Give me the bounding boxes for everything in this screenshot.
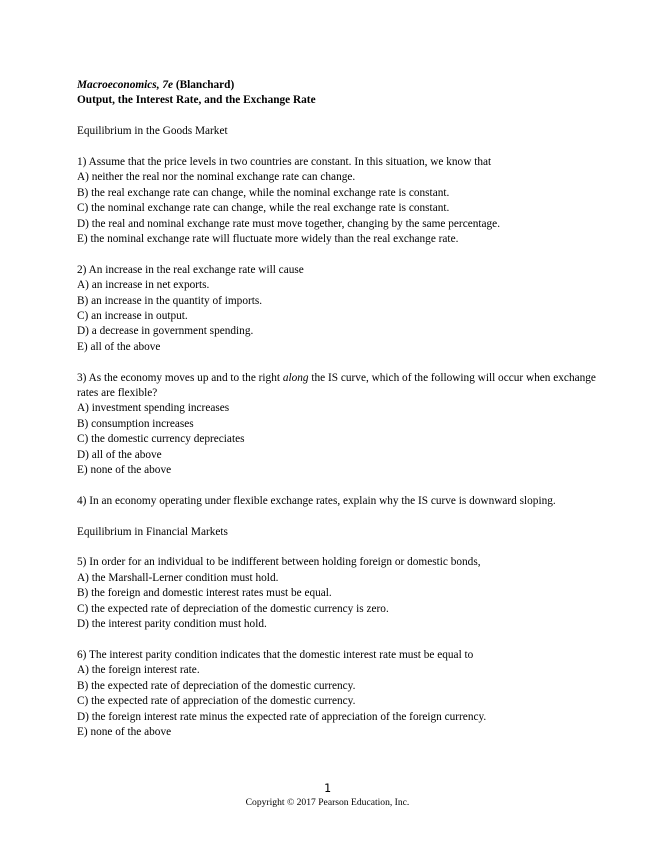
- answer-option: E) all of the above: [77, 340, 161, 353]
- answer-option: A) an increase in net exports.: [77, 279, 210, 292]
- question-2: [77, 263, 607, 355]
- chapter-title: Output, the Interest Rate, and the Exchange Rate: [77, 94, 316, 107]
- book-author: (Blanchard): [173, 79, 235, 91]
- page-content: [77, 78, 607, 740]
- question-3: [77, 371, 607, 479]
- question-1: [77, 155, 607, 247]
- answer-option: B) an increase in the quantity of imports.: [77, 294, 263, 307]
- answer-option: D) all of the above: [77, 448, 162, 461]
- section-heading-goods-market: Equilibrium in the Goods Market: [77, 125, 228, 138]
- question-stem: [77, 371, 607, 402]
- question-6: [77, 648, 607, 740]
- answer-option: D) the interest parity condition must hold.: [77, 618, 267, 631]
- spacer: [77, 540, 607, 555]
- answer-option: C) the nominal exchange rate can change, while the real exchange rate is constant.: [77, 202, 450, 215]
- spacer: [77, 509, 607, 524]
- answer-option: E) none of the above: [77, 725, 172, 738]
- answer-option: E) the nominal exchange rate will fluctuate more widely than the real exchange rate.: [77, 233, 459, 246]
- section-heading-financial-markets: Equilibrium in Financial Markets: [77, 525, 228, 538]
- answer-option: C) the domestic currency depreciates: [77, 433, 245, 446]
- answer-option: A) investment spending increases: [77, 402, 230, 415]
- answer-option: D) the real and nominal exchange rate must move together, changing by the same percentage.: [77, 217, 501, 230]
- copyright-notice: Copyright © 2017 Pearson Education, Inc.: [245, 797, 410, 808]
- spacer: [77, 140, 607, 155]
- book-title-line: [77, 78, 607, 93]
- question-stem: 4) In an economy operating under flexible exchange rates, explain why the IS curve is downward sloping.: [77, 494, 556, 507]
- answer-option: C) the expected rate of depreciation of the domestic currency is zero.: [77, 602, 389, 615]
- answer-option: B) consumption increases: [77, 417, 194, 430]
- spacer: [77, 479, 607, 494]
- question-5: [77, 555, 607, 632]
- answer-option: B) the foreign and domestic interest rates must be equal.: [77, 587, 332, 600]
- answer-option: C) the expected rate of appreciation of the domestic currency.: [77, 695, 356, 708]
- answer-option: A) neither the real nor the nominal exchange rate can change.: [77, 171, 356, 184]
- book-title: Macroeconomics, 7e: [77, 79, 174, 91]
- answer-option: D) the foreign interest rate minus the expected rate of appreciation of the foreign currency.: [77, 710, 487, 723]
- spacer: [77, 633, 607, 648]
- question-stem: 2) An increase in the real exchange rate will cause: [77, 263, 304, 276]
- question-stem-part: the IS curve, which of the following will occur when exchange rates are flexible?: [77, 371, 596, 400]
- answer-option: B) the expected rate of depreciation of the domestic currency.: [77, 679, 356, 692]
- answer-option: C) an increase in output.: [77, 310, 188, 323]
- page-number: 1: [324, 781, 331, 795]
- answer-option: B) the real exchange rate can change, while the nominal exchange rate is constant.: [77, 186, 450, 199]
- spacer: [77, 355, 607, 370]
- answer-option: E) none of the above: [77, 464, 172, 477]
- question-stem: 1) Assume that the price levels in two countries are constant. In this situation, we know that: [77, 156, 492, 168]
- answer-option: A) the Marshall-Lerner condition must hold.: [77, 571, 279, 584]
- answer-option: D) a decrease in government spending.: [77, 325, 254, 338]
- question-stem-emphasis: along: [282, 371, 309, 384]
- spacer: [77, 109, 607, 124]
- question-stem: 6) The interest parity condition indicates that the domestic interest rate must be equal to: [77, 648, 474, 661]
- question-stem-part: 3) As the economy moves up and to the right: [77, 371, 283, 384]
- question-stem: 5) In order for an individual to be indifferent between holding foreign or domestic bonds,: [77, 556, 481, 569]
- answer-option: A) the foreign interest rate.: [77, 664, 200, 677]
- question-4: [77, 494, 607, 509]
- spacer: [77, 247, 607, 262]
